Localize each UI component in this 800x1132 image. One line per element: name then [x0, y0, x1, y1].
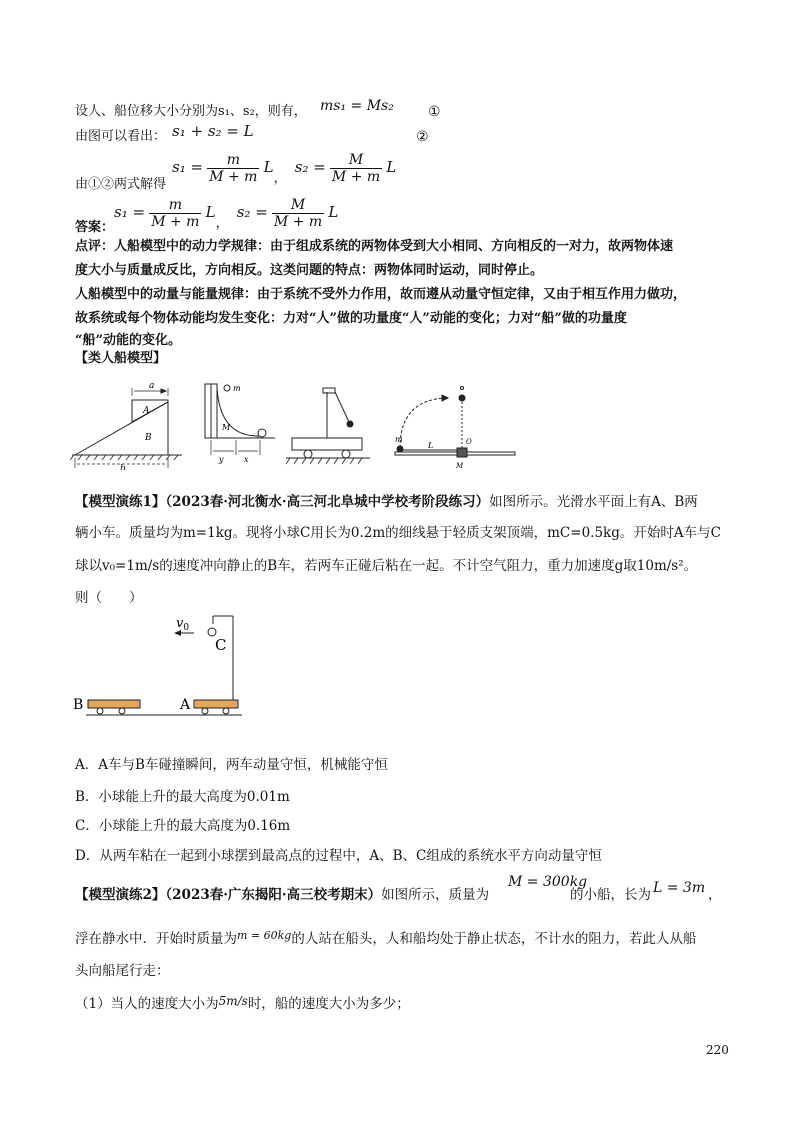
wedge-figure: [70, 388, 182, 468]
comment-line-5: “船”动能的变化。: [75, 333, 181, 348]
pendulum-cart-figure: [286, 388, 370, 464]
label-x: x: [244, 455, 249, 464]
equation-tag-2: ②: [416, 129, 429, 145]
drill1-option-D[interactable]: D．从两车粘在一起到小球摆到最高点的过程中，A、B、C组成的系统水平方向动量守恒: [75, 848, 602, 864]
ans-s1-lhs: s₁ =: [114, 203, 146, 221]
derivation-text-3: 由①②两式解得: [75, 177, 167, 192]
comment-line-3: 人船模型中的动量与能量规律：由于系统不受外力作用，故而遵从动量守恒定律，又由于相互作用力做功，: [75, 287, 687, 302]
ans-s1-L: L: [205, 203, 216, 221]
label-v: v: [176, 616, 184, 631]
drill2-mass-M: M = 300kg: [508, 874, 588, 890]
s1-den: M + m: [209, 169, 258, 185]
curved-block-figure: [205, 384, 275, 455]
drill2-stem-2a: 浮在静水中．开始时质量为: [75, 931, 237, 947]
ans-s2-lhs: s₂ =: [236, 203, 268, 221]
label-C: C: [215, 636, 227, 654]
label-rod-L: L: [428, 441, 434, 450]
drill2-q1b: 时，船的速度大小为多少；: [247, 996, 410, 1012]
label-B-cart: B: [73, 697, 84, 713]
drill2-line-2: [75, 930, 696, 949]
solution-equations-2: [114, 197, 338, 230]
drill1-stem-2: 辆小车。质量均为m=1kg。现将小球C用长为0.2m的细线悬于轻质支架顶端，mC=0.5kg。开始时A车与C: [75, 525, 721, 541]
ans-s1-den: M + m: [151, 214, 200, 230]
equation-tag-1: ①: [428, 104, 441, 120]
drill1-option-A[interactable]: A．A车与B车碰撞瞬间，两车动量守恒，机械能守恒: [75, 757, 388, 773]
drill2-mass-m: m = 60kg: [237, 929, 292, 942]
label-v0: [176, 616, 189, 633]
s2-den: M + m: [331, 169, 381, 185]
s2-L: L: [386, 158, 397, 176]
comment-line-4: 故系统或每个物体动能均发生变化：力对“人”做的功量度“人”动能的变化；力对“船”做的功量度: [75, 311, 627, 326]
drill1-option-B[interactable]: B．小球能上升的最大高度为0.01m: [75, 789, 290, 805]
cart-B: [88, 700, 140, 708]
s2-num: M: [330, 152, 382, 169]
comma-2: ，: [215, 216, 229, 231]
cart-A-wheel-left: [202, 708, 208, 714]
drill1-tag: 【模型演练1】: [75, 494, 166, 510]
derivation-text-2: 由图可以看出：: [75, 129, 167, 144]
label-b: b: [120, 464, 126, 470]
ball-C: [208, 628, 216, 636]
drill2-line-1: [75, 886, 489, 904]
ans-s2-den: M + m: [273, 214, 323, 230]
drill2-stem-1a: 如图所示，质量为: [381, 887, 490, 903]
ans-s2-L: L: [328, 203, 339, 221]
drill1-option-C[interactable]: C．小球能上升的最大高度为0.16m: [75, 818, 291, 834]
support-frame: [213, 616, 233, 700]
drill2-stem-1b: 的小船，长为: [570, 887, 651, 903]
similar-models-figure: [70, 378, 520, 470]
drill2-question-1: [75, 995, 410, 1013]
label-y: y: [219, 455, 224, 464]
label-rod-M: M: [456, 462, 464, 470]
rod-ball-figure: [395, 387, 515, 458]
drill2-source: （2023春·广东揭阳·高三校考期末）: [165, 887, 382, 903]
label-rod-m: m: [395, 435, 403, 444]
label-v-sub: 0: [183, 623, 190, 633]
comment-line-2: 度大小与质量成反比，方向相反。这类问题的特点：两物体同时运动，同时停止。: [75, 263, 544, 278]
similar-models-heading: 【类人船模型】: [75, 351, 167, 366]
label-A: A: [143, 406, 150, 416]
s2-lhs: s₂ =: [294, 158, 326, 176]
drill1-line-1: [75, 493, 698, 511]
s2-fraction: [330, 152, 382, 185]
cart-A: [194, 700, 238, 708]
drill2-q1a: （1）当人的速度大小为: [75, 996, 219, 1012]
label-rod-O: O: [466, 438, 472, 446]
label-B: B: [145, 433, 152, 443]
derivation-text-1: 设人、船位移大小分别为s₁、s₂，则有，: [75, 104, 307, 119]
ans-s1-num: m: [149, 197, 201, 214]
comma-1: ，: [273, 171, 287, 186]
equation-momentum: ms₁ = Ms₂: [320, 98, 394, 114]
label-m: m: [233, 384, 241, 393]
answer-label: 答案：: [75, 220, 115, 235]
label-a: a: [149, 381, 155, 391]
ans-s1-fraction: [149, 197, 201, 230]
drill2-tag: 【模型演练2】: [75, 887, 166, 903]
equation-sum: s₁ + s₂ = L: [172, 122, 254, 140]
s1-fraction: [207, 152, 259, 185]
drill1-source: （2023春·河北衡水·高三河北阜城中学校考阶段练习）: [165, 494, 490, 510]
cart-B-wheel-right: [119, 708, 125, 714]
label-M: M: [222, 423, 231, 432]
s1-num: m: [207, 152, 259, 169]
page-number: 220: [706, 1043, 729, 1057]
label-A-cart: A: [180, 697, 191, 713]
derivation-line-1: [75, 103, 307, 121]
ans-s2-num: M: [272, 197, 324, 214]
comment-line-1: 点评：人船模型中的动力学规律：由于组成系统的两物体受到大小相同、方向相反的一对力，故两物体速: [75, 239, 674, 254]
drill1-figure: [70, 610, 250, 730]
s1-lhs: s₁ =: [172, 158, 204, 176]
drill2-q1-speed: 5m/s: [218, 994, 248, 1008]
drill2-stem-2b: 的人站在船头，人和船均处于静止状态，不计水的阻力，若此人从船: [291, 931, 697, 947]
drill1-stem-1: 如图所示。光滑水平面上有A、B两: [489, 494, 698, 510]
drill2-length-L: L = 3m: [653, 880, 706, 896]
drill2-stem-3: 头向船尾行走：: [75, 963, 170, 979]
s1-L: L: [263, 158, 274, 176]
cart-A-wheel-right: [223, 708, 229, 714]
drill2-stem-1c: ，: [708, 887, 722, 903]
drill1-stem-4: 则（ ）: [75, 590, 143, 606]
ans-s2-fraction: [272, 197, 324, 230]
cart-B-wheel-left: [97, 708, 103, 714]
solution-equations-1: [172, 152, 396, 185]
drill1-stem-3: 球以v₀=1m/s的速度冲向静止的B车，若两车正碰后粘在一起。不计空气阻力，重力加速度g取10m/s²。: [75, 558, 698, 574]
